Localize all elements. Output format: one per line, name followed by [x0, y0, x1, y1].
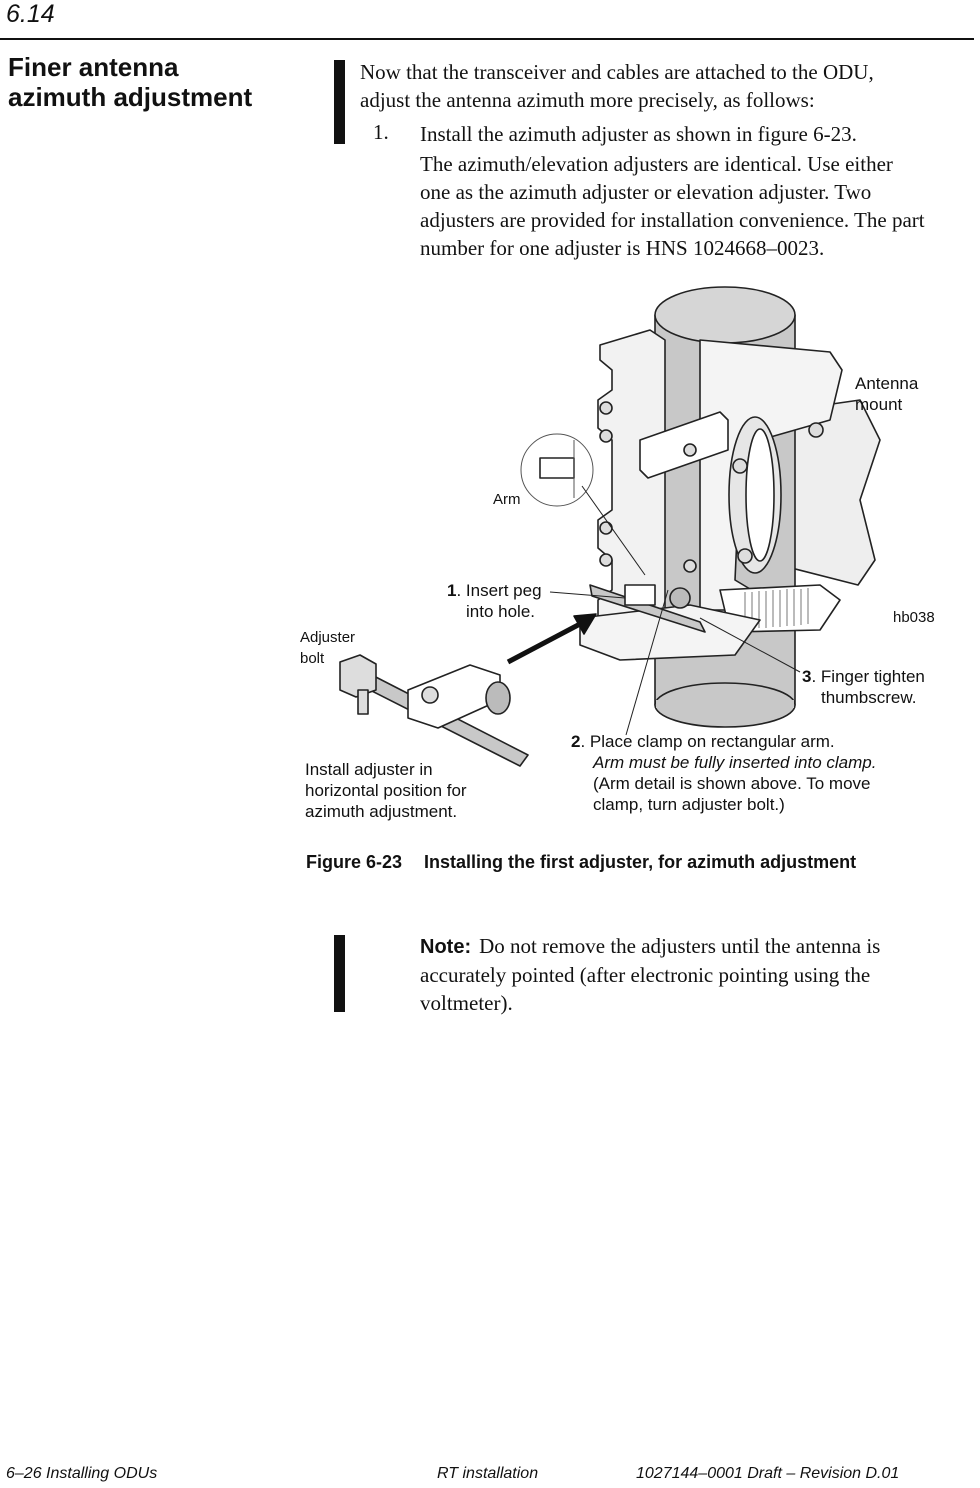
step1-detail-line: The azimuth/elevation adjusters are identical. Use either	[420, 152, 893, 176]
label-antenna-mount	[855, 373, 918, 415]
label-install-adjuster	[305, 759, 467, 822]
pole-top	[655, 287, 795, 343]
label-step3-number: 3	[802, 667, 812, 686]
label-antenna-mount-line1: Antenna	[855, 374, 919, 393]
label-step1-line1: . Insert peg	[456, 581, 542, 600]
figure-caption	[306, 852, 856, 873]
label-step3	[802, 666, 925, 708]
step1-text: Install the azimuth adjuster as shown in figure 6-23.	[420, 122, 857, 146]
label-step1-line2: into hole.	[466, 602, 535, 621]
note-line1: Do not remove the adjusters until the antenna is	[479, 934, 881, 958]
section-number: 6.14	[6, 0, 55, 28]
figure-title: Installing the first adjuster, for azimuth adjustment	[424, 852, 857, 872]
label-step2-line1: . Place clamp on rectangular arm.	[580, 732, 835, 751]
figure-number: Figure 6-23	[306, 852, 403, 872]
label-step2-line4: clamp, turn adjuster bolt.)	[593, 795, 785, 814]
note-line2: accurately pointed (after electronic pointing using the	[420, 963, 871, 987]
footer-left: 6–26 Installing ODUs	[6, 1465, 158, 1482]
note-label: Note:	[420, 936, 472, 958]
footer-right: 1027144–0001 Draft – Revision D.01	[636, 1465, 900, 1482]
note-line3: voltmeter).	[420, 991, 513, 1015]
label-install-line2: horizontal position for	[305, 781, 467, 800]
installed-adjuster-clamp	[625, 585, 655, 605]
label-step3-line1: . Finger tighten	[811, 667, 925, 686]
label-arm: Arm	[493, 491, 521, 508]
label-step2-line3: (Arm detail is shown above. To move	[593, 774, 871, 793]
label-adjuster-bolt-line1: Adjuster	[300, 629, 356, 646]
side-heading-line2: azimuth adjustment	[8, 82, 253, 112]
step1-detail-line: number for one adjuster is HNS 1024668–0023.	[420, 236, 825, 260]
loose-thumbscrew	[486, 682, 510, 714]
label-step3-line2: thumbscrew.	[821, 688, 917, 707]
label-step2	[571, 731, 876, 815]
step1-number: 1.	[373, 120, 389, 144]
label-adjuster-bolt	[300, 627, 355, 669]
label-step2-line2: Arm must be fully inserted into clamp.	[593, 753, 877, 772]
label-adjuster-bolt-line2: bolt	[300, 650, 325, 667]
label-step2-number: 2	[571, 732, 581, 751]
side-heading-line1: Finer antenna	[8, 52, 179, 82]
step1-detail-line: one as the azimuth adjuster or elevation adjuster. Two	[420, 180, 872, 204]
label-install-line3: azimuth adjustment.	[305, 802, 458, 821]
label-step1-number: 1	[447, 581, 457, 600]
label-install-line1: Install adjuster in	[305, 760, 433, 779]
label-step1	[447, 580, 542, 622]
intro-line2: adjust the antenna azimuth more precisely, as follows:	[360, 88, 815, 112]
figure-id: hb038	[893, 609, 935, 626]
intro-line1: Now that the transceiver and cables are attached to the ODU,	[360, 60, 874, 84]
label-antenna-mount-line2: mount	[855, 395, 903, 414]
installed-thumbscrew	[670, 588, 690, 608]
footer-center: RT installation	[437, 1465, 539, 1482]
insertion-arrow	[508, 624, 580, 662]
note-block	[420, 932, 960, 1017]
step1-detail-line: adjusters are provided for installation convenience. The part	[420, 208, 925, 232]
